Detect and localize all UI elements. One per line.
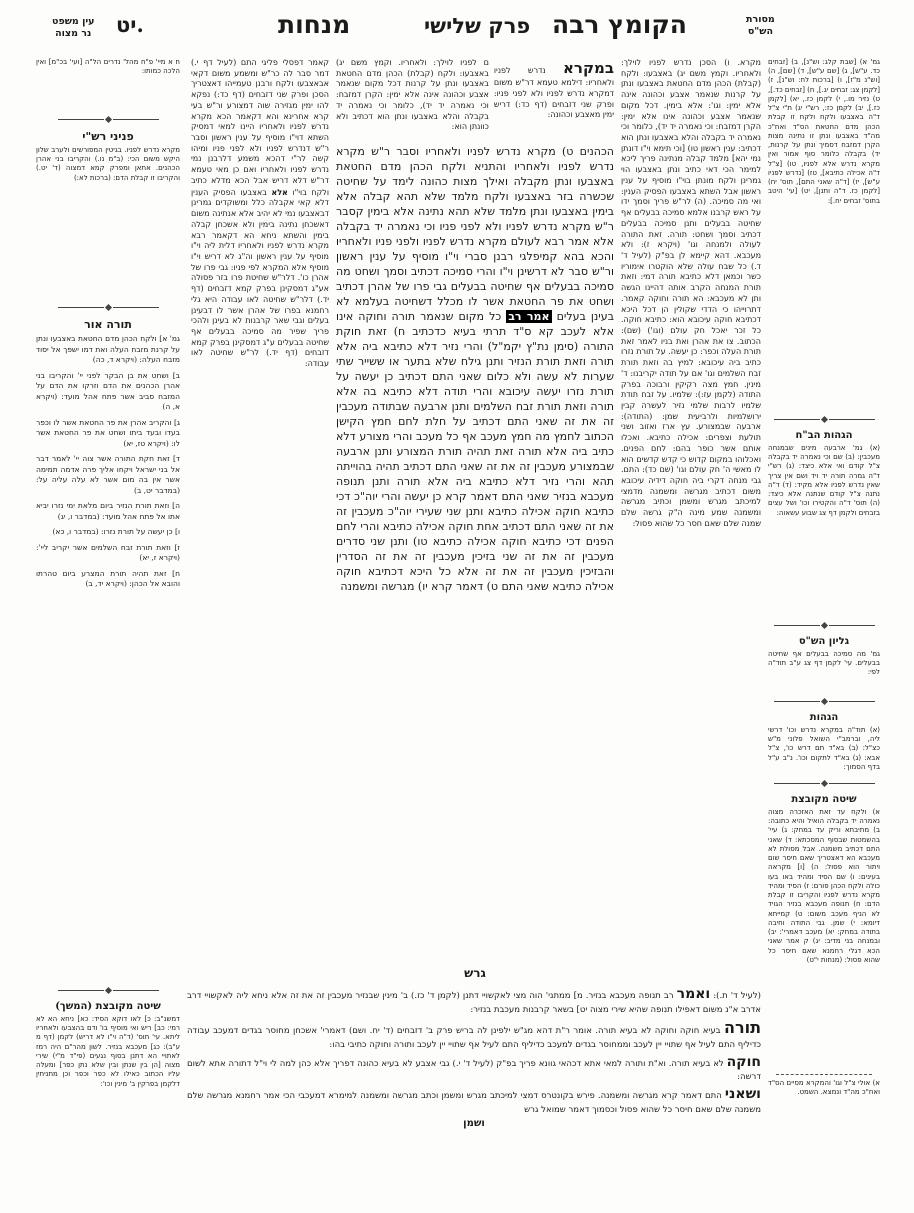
shita-mekubetzet-section: [768, 792, 880, 1068]
gemara-text: [336, 144, 614, 963]
ein-mishpat-line2: נר מצוה: [55, 27, 92, 39]
masoret-line1: מסורת: [746, 14, 775, 25]
shita-hemshech-text: דמשנ"ב: כ] לאו דוקא הסיד: כא] ניחא הא לא רמי: כב] ריש ואי מוסיף בו' ודם בהצבעו ולאחריו ליתא. עי' תוס' (ד"ה וי"ו לא דריש) לקמן (דף מ ע"ב): כג] מעכבא בנזיר. לשון מהר"ם היה רמז לאתויי הא דתנן בסוף נגעים (פי"ד מ"י) שירי מצוה [הן בין שנתן ובין שלא נתן כפר] ומעלה עליו הכתוב כאילו לא כפר וכפר וכן מתניתין דלקמן בפרקין ב' מינין וכו':: [36, 1015, 180, 1088]
bottom-p2-catchword: תורה: [723, 1018, 761, 1038]
section-divider: [768, 777, 880, 789]
torah-or-verse: גמ' א] ולקח הכהן מדם החטאת באצבעו ונתן על קרנת מזבח העלה ואת דמו ישפך אל יסוד מזבח העלה: (ויקרא ד, כה): [36, 334, 180, 364]
bottom-paragraph-1: [187, 985, 761, 1016]
torah-or-section: [36, 316, 180, 981]
bottom-p2-text: בעיא חוקה וחוקה לא בעיא תורה. אומר ר"ת דהא מג"ש ילפינן לה בריש פרק ב' דזבחים (ד' יח. ושם) דאמרי' אשכחן מחוסר בגדים דמעכב עבודה כדיליף התם לעיל אף שתויי יין לעכב וממחוסר בגדים למעכב כדיליף התם לעיל אף שתויי יין לעכב ותורה וחוקה כתיבי בהו:: [187, 1026, 761, 1050]
gemara-catchword: גרש: [464, 966, 486, 980]
footnote-divider: [776, 1074, 872, 1075]
masoret-footnote: א) אולי צ"ל וגו' והמקרא מסיים הס"ד ואח"כ מה"ד ונמצא. השמט.: [768, 1079, 880, 1097]
torah-or-title: תורה אור: [84, 318, 132, 331]
section-divider: [768, 695, 880, 707]
daf-columns: [187, 58, 761, 980]
bottom-paragraph-3: [187, 1053, 761, 1084]
shita-mekubetzet-title: שיטה מקובצת: [791, 794, 857, 805]
hagahot-habach-text: (א) גמ' ארבעה מינים שבמנחה מעכבין: (ב) שם וכי נאמרה יד בקבלה צ"ל קודם ואי אלא כיצד: (ג) רש"י ד"ה גמרה תורה יד ויד ושם אין צריך שאין נדרש לפניו אלא מקיד: (ד) ד"ה נתנה צ"ל קודם שנתנה אלא כיצד: (ה) תוס' ד"ה והקטירו וכו' ושל עצים בזבחים ולקמן דף צג שבוע עשאוה:: [768, 444, 880, 517]
torah-or-verse: ג] והקריב אהרן את פר החטאת אשר לו וכפר בעדו ובעד ביתו ושחט את פר החטאת אשר לו: (ויקרא טז, יא): [36, 417, 180, 448]
tosafot-text-1: קאמר דפסלי פליגי התם (לעיל דף י.) דמר סבר לה כר"ש ומשמע משום דקאי אבאצבעו ולקח ורבנן טעמייהו דאצטריך הסכן ופרק שני דזבחים (דף כד:) נפקא להו ימין מגזירה שוה דמצורע ור"ש בעי קרא אחרינא והא דקאמר הכא מקרא נדרש לפניו ולאחריו היינו למאי דמסיק השתא דוי"ו מוסיף על ענין ראשון וסבר ר"ש דנדרש לפניו ולא לפני פניו ומיהו קשה לר"י דהכא משמע דלרבנן נמי נדרש לפניו ולאחריו ואם כן מאי טעמא דר"ש דלא דריש אבל הכא מדלא כתיב ולקח בוי"ו: [191, 58, 329, 197]
bottom-p1-catchword: ואמר: [676, 986, 711, 1002]
ein-mishpat-header: [52, 16, 94, 40]
gilyon-hashas-section: [768, 634, 880, 692]
section-divider: [36, 113, 180, 125]
shita-hemshech-section: [36, 999, 180, 1195]
page-body: [36, 58, 880, 1195]
bottom-p1-text: רב תנופה מעכבא בנזיר. מ] ממתני' הוה מצי לאקשויי דתנן (לקמן ד' כז.) ב' מינין שבנזיר מעכבין זה את זה אלא ניחא ליה לאקשויי דרב אדרב א"נ משום דאפילו תנופה שהיא שירי מצוה יט] בשאר קרבנות מעכבת בנזיר:: [187, 991, 761, 1015]
torah-or-verse: ז] וזאת תורת זבח השלמים אשר יקריב ליי': (ויקרא ז, יא): [36, 542, 180, 562]
masoret-notes: גמ' א) [שבת קלג: וש"נ], ב) [זבחים כד. ע"ש], ג) [שם ע"ש], ד) [שם], ה) [וש"נ מ"ז], ו) [ברכות לח: וש"נ], ז) [לקמן צג: זבחים יג.], ח) [זבחים כד.], ט) נזיר מו., י) לקמן כז., יא) [לקמן כז.], יב) לקמן כז:, רש"י יג) ת"י צ"ל ד"ה באצבעו ולקח ולקח זו קבלת הכהן מדם החטאת הס"ד ואח"כ מה"ד באצבעו ונתן זו נתינה מצות הקרן דמזבח דסמיך ונתן על קרנות, יד) בקבלה כלומר סוף אמור ואין מקרא נדרש אלא לפניו, טו) [צ"ל ד"ה אכילה כתיבא], טז) [נדרש לפניו ע"ש], יז) [ד"ה שאני התם], תוס' יח) [לקמן כז. ד"ה ותנן], יט) [עי' היטב בתוס' זבחים יח.]:: [768, 58, 880, 205]
hagahot-habach-title: הגהות הב"ח: [795, 430, 853, 441]
gilyon-hashas-title: גליון הש"ס: [798, 636, 850, 647]
section-divider: [768, 619, 880, 631]
bottom-p3-catchword: חוקה: [726, 1053, 761, 1070]
bottom-paragraph-2: [187, 1017, 761, 1051]
pninei-rashi-title: פניני רש"י: [82, 130, 134, 143]
tosafot-opening-catchword: במקרא: [563, 59, 614, 77]
tosafot-catchword: אלא: [271, 186, 288, 197]
hagahot-text: (א) תוד"ה במקרא נדרש וכו' דרשי ליה, וברמב"י השואל פלוני מ"ש כצ"ל: (ב) בא"ד תם דרש כו', צ"ל אבא: (ג) בא"ד לתקום וכו'. נ"ב ע"ל בדף הסמוך:: [768, 726, 880, 771]
section-divider: [768, 413, 880, 425]
bottom-p1-pre: (לעיל ד' ת.):: [710, 991, 761, 1001]
daf-number: יט.: [116, 12, 144, 37]
hagahot-title: הגהות: [809, 712, 839, 723]
rashi-overflow-text: ם לפניו לוילך: ולאחריו. וקמץ משם יג) באצבעו: ולקח (קבלת) הכהן מדם החטאת באצבעו ונתן על קרנות דכל מקום שנאמר אצבע וכהונה אינה אלא ימין: הקרן דמזבח: וכי נאמרה יד יד), כלומר וכי נאמרה יד בקבלה והלא באצבעו ונתן הוא דכתיב ולא כוונתן הוא:: [336, 58, 489, 132]
bottom-p4-catchword: ושאני: [724, 1086, 761, 1103]
torah-or-verse: ב] ושחט את בן הבקר לפני יי' והקריבו בני אהרן הכהנים את הדם וזרקו את הדם על המזבח סביב אשר פתח אהל מועד: (ויקרא א, ה): [36, 370, 180, 411]
torah-or-verse: ח] זאת תהיה תורת המצרע ביום טהרתו והובא אל הכהן: (ויקרא יד, ב): [36, 568, 180, 588]
bottom-commentary-block: [187, 985, 761, 1195]
bottom-p4-text: התם דאמר קרא מגרשה ומשמנה. פירש בקונטרס דמצי למיכתב מגרש ומשמן וכתב מגרשה ומשמנה למימרא דמעכבי הכי אמר רחמנא מגרשה שלם משמנה שלם שאם חיסר כל שהוא פסול וכסמוך דאמר שמואל גרש: [187, 1091, 761, 1115]
masoret-column: [768, 58, 880, 1195]
bottom-end-word: ושמן: [463, 1117, 485, 1129]
hagahot-section: [768, 710, 880, 774]
pninei-rashi-text: מקרא נדרש לפניו. בגיטין המפורשים ולערב שלון היקש משום הכי: (ב"מ נו.) והקריבו בני אהרן הכהנים. אתאן ומפרק קמא דמצוה (ד' יט.) והקריבו זו קבלת הדם: (ברכות לא:): [36, 146, 180, 182]
tosafot-text-2: באצבעו הפסיק הענין דלא קאי אקבלה כלל ומשוקדים גמרינן דבאצבעו נמי לא יהיב אלא אנתינה משום דאשכחן נתינה בימין ולא אשכחן קבלה בימין והשתא ניחא הא דקאמר רבא מקרא נדרש לפניו ולאחריו דלית ליה וי"ו מוסיף על ענין ראשון וה"ג לא דריש וי"ו מוסיף אלא המקרא לפי פניו: גבי פרו של אהרן כו'. דלר"ש שחיטת פרו בזר פסולה אע"ג דמסקינן בפרק קמא דזבחים (דף יד.) דלר"ש שחיטה לאו עבודה היא גלי רחמנא בפרו של אהרן אשר לו דבעינן בעלים וגבי שאר קרבנות לא בעינן ולהכי פריך שפיר מה סמיכה בבעלים אף שחיטה בבעלים ע"ג דמסקינן בפרק קמא דזבחים (דף יד.) לר"ש שחיטה לאו עבודה:: [191, 187, 329, 369]
ein-mishpat-line1: עין משפט: [52, 16, 95, 27]
tosafot-opening: [494, 58, 614, 142]
masoret-line2: הש"ס: [747, 25, 773, 37]
ein-mishpat-entry: ח א מיי' פ"ח מהל' נדרים הל"ה [ועי' בכ"מ] ואין הלכה כמותו:: [36, 58, 180, 76]
bottom-p3-text: לא בעיא תורה. וא"ת ותורה למאי אתא דכהאי גוונא פריך בפ"ק (לעיל ד' י.) גבי אצבע לא בעיא כהונה דפריך אלא כהן למה לי וי"ל דתורה אתא לשום דרשה:: [187, 1058, 761, 1083]
search-highlight: אמר רב: [508, 310, 550, 323]
gemara-column: [336, 58, 614, 980]
center-area: [187, 58, 761, 1195]
page-header: [0, 0, 914, 56]
left-margin-column: [36, 58, 180, 1195]
masoret-header: [746, 14, 775, 38]
rashi-column: מקרא. ו) הסכן נדרש לפניו לוילך: ולאחריו. וקמץ משם יג) באצבעו: ולקח (קבלת) הכהן מדם החטאת באצבעו ונתן על קרנות שנאמר אצבע וכהונה אינה אלא ימין: וגו': אלא בימין. דכל מקום שנאמר אצבע וכהונה אינו אלא ימין: הקרן דמזבח: וכי נאמרה יד יד), כלומר וכי נאמרה יד בקבלה והלא באצבעו ונתן הוא דכתיב: ענין ראשון טו) [וכי תימא וי"ו דונתן נמי יהא] מלמד קבלה מנתינה פריך ליכא למימר הכי דאי כתיב ונתן באצבעו הוי גמרינן ולקח מונתן בוי"ו מוסיף על ענין ראשון אבל השתא באצבעו הפסיק הענין: ואי מה סמיכה. (ה) לר"ש פריך וסמך ידו על ראש קרבנו אלמא סמיכה בבעלים אף שחיטה בבעלים ותנן סמיכה בבעלים דכתיב וסמך ושחט: תורה. זאת התורה לעולה ולמנחה וגו' (ויקרא ז): ולא מעכבא. דהא קיימא לן בפ"ק (לעיל ד' ד.) כל שבח עולה שלא הוקטרו אימוריו כשר וכמאן דלא כתיבא תורה דמי: וזאת תורת המנחה הקרב אותה דהיינו הגשה ותן לא מעכבא: הא תורה וחוקה קאמר. דתרוייהו כי הדדי שקולין הן דכל היכא דכתיבא חוקה עיכובא הוא: כתיבא חוקה. כל זכר יאכל חק עולם (וגו') (שם): הכתוב. צו את אהרן ואת בניו לאמר זאת תורת העלה וכפר: כן יעשה. על תורת נזרו כתיב ביה עיכובא: למיץ בה וזאת תורת זבח השלמים וגו' אם על תודה יקריבנו: ד' מינין. חמץ מצה רקיקין ורבוכה בפרק התודה (לקמן עז:): שלמיו. על זבח תודת שלמיו לרבות שלמי נזיר לעשרה קבין ירושלמיות ולרביעית שמן: (התודה): ארבעה שבמצורע. עץ ארז ואזוב ושני תולעת וצפרים: אכילה כתיבא. ואכלו אותם אשר כופר בהם: לחם הפנים. ואכלוהו במקום קדוש כי קדש קדשים הוא לו מאשי ה' חק עולם וגו' (שם כד): התם. גבי מנחה דקרי ביה חוקה דידיה עיכובא משום דכתיב מגרשה ומשמנה מדמצי למיכתב מגרש ומשמן וכתיב מגרשה ומשמנה שמע מינה ה"ק גרשה שלם שמנה שלם שאם חסר כל שהוא פסול:: [621, 58, 761, 528]
gilyon-hashas-text: גמ' מה סמיכה בבעלים אף שחיטה בבעלים. עי' לקמן דף צג ע"ב תוד"ה לפי:: [768, 650, 880, 677]
torah-or-verse: ד] זאת חקת התורה אשר צוה יי' לאמר דבר אל בני ישראל ויקחו אליך פרה אדמה תמימה אשר אין בה מום אשר לא עלה עליה על: (במדבר יט, ב): [36, 454, 180, 495]
section-divider: [36, 984, 180, 996]
tosafot-column: [191, 58, 329, 980]
shita-hemshech-title: שיטה מקובצת (המשך): [55, 1001, 161, 1012]
gemara-text-before: הכהנים ט) מקרא נדרש לפניו ולאחריו וסבר ר"ש מקרא נדרש לפניו ולאחריו והתניא ולקח הכהן מדם החטאת באצבעו ונתן מקבלה ואילך מצות כהונה לימד על שחיטה שכשרה בזר באצבעו ולקח מלמד שלא תהא קבלה אלא בימין באצבעו ונתן מלמד שלא תהא נתינה אלא בימין קסבר ר"ש מקרא נדרש לפניו ולא לפני פניו וכי נאמרה יד בקבלה אלא אמר רבא לעולם מקרא נדרש לפניו ולפני פניו ולאחריו והכא בהא קמיפלגי רבנן סברי וי"ו מוסיף על ענין ראשון ור"ש סבר לא דרשינן וי"ו והרי סמיכה דכתיב וסמך ושחט מה סמיכה בבעלים אף שחיטה בבעלים גבי פרו של אהרן דכתיב ושחט את פר החטאת אשר לו מכלל דשחיטה בעלמא לא בעינן בעלים: [336, 145, 614, 323]
torah-or-verse: ה] וזאת תורת הנזיר ביום מלאת ימי נזרו יביא אתו אל פתח אהל מועד: (במדבר ו, יג): [36, 501, 180, 521]
pninei-rashi-section: [36, 128, 180, 298]
masechet-title: מנחות: [278, 10, 351, 39]
perek-title: פרק שלישי: [424, 13, 531, 38]
tosafot-opening-text: נדרש לפניו ולאחריו: דילמא טעמא דר"ש משום דמקרא נדרש לפניו ולא לפני פניו: ופרק שני דזבחים (דף כד:) דריש ימין מאצבע וכהונה:: [493, 66, 614, 120]
torah-or-verse: ו] כן יעשה על תורת נזרו: (במדבר ו, כא): [52, 527, 180, 536]
bottom-paragraph-4: [187, 1085, 761, 1116]
shita-mekubetzet-text: א) ולקח עד זאת האזכרה מצוה נאמרה יד בקבלה הואיל והיא כתובה: ב) מתיבתא וריק עד במחק: ג) עיי' בהשמטות שבסוף המסכתא: ד) שאני התם דכתיב משמנה. אבל מסולת לא מעכבא הא דאצטריך שאם חיסר שום ויתור הוא פסול: ה) [ו] מקראה בעינים: ו) שם הסיד ומהיד באו בעו כולה ולקח הכהן פורם: ז) הסיד ומהיד מקרא נדרש לפניו והקריבו זו קבלת הדם: ח) תנופה מעכבא בנזיר הגויד לא הניף מעכב משום: ט) קמייתא דיומא: י) שמן. גבי התודה וחיבה בתודה במחק: יא) מעכב דאמרי': יב) ובמנחה בני מדיב: יג) ק אמר שאני הכא דגלי רחמנא שאם חיסר כל שהוא פסול: (מנחות י"ט): [768, 808, 880, 964]
gemara-text-after: כל מקום שנאמר תורה וחוקה אינו אלא לעכב קא ס"ד תרתי בעיא כדכתיב ח) זאת חוקת התורה (סימן נת"ץ יקמ"ל) והרי נזיר דלא כתיבא ביה אלא תורה וזאת תורת הנזיר ותנן גילח שלא בתער או ששייר שתי שערות לא עשה ולא כלום שאני התם דכתיב כן יעשה על תורת נזרו יעשה עיכובא והרי תודה דלא כתיבא בה אלא תורה וזאת תורת זבח השלמים ותנן ארבעה שבתודה מעכבין זה את זה שאני התם דכתיב על חלת לחם חמץ הקישן הכתוב לחמץ מה חמץ מעכב אף כל מעכב והרי מצורע דלא כתיב ביה אלא תורה זאת תהיה תורת המצורע ותנן ארבעה שבמצורע מעכבין זה את זה שאני התם דכתיב תהיה בהוייתה תהא והרי נזיר דלא כתיבא ביה אלא תורה ותנן תנופה מעכבא בנזיר שאני התם דאמר קרא כן יעשה והרי יוה"כ דכי כתיבא חוקה אכילה כתיבא ותנן שני שעירי יוה"כ מעכבין זה את זה שאני התם דכתיב אחת חוקה אכילה כתיבא והרי לחם הפנים דכי כתיבא חוקה אכילה כתיבא טו) ותנן שני סדרים מעכבין זה את זה שני בזיכין מעכבין זה את זה הסדרין והבזיכין מעכבין זה את זה אלא כל היכא דכתיבא חוקה אכילה כתיבא שאני התם ט) דאמר קרא יו) מגרשה ומשמנה: [336, 310, 614, 593]
section-divider: [36, 301, 180, 313]
gemara-column-top: [336, 58, 614, 142]
hagahot-habach-section: [768, 428, 880, 616]
chapter-title: הקומץ רבה: [552, 10, 687, 39]
